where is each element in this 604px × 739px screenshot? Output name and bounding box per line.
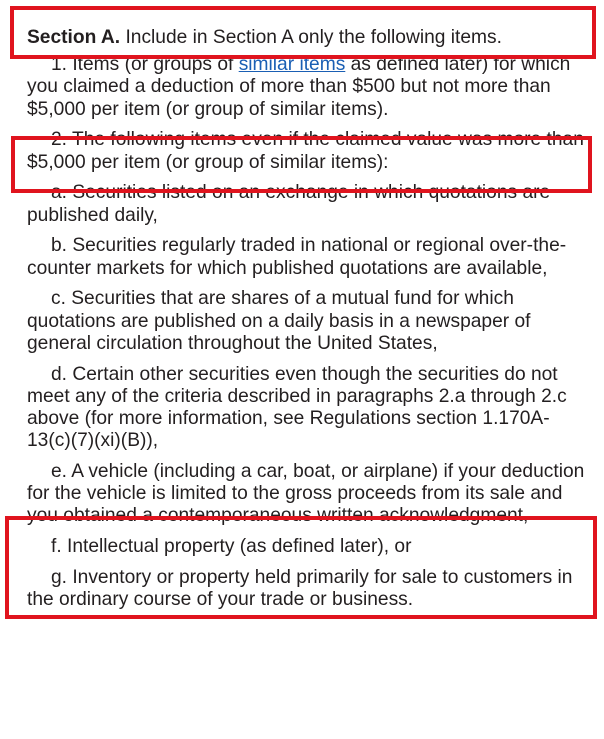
item-e-paragraph: e. A vehicle (including a car, boat, or airplane) if your deduction for the vehicle is limited to the gross proceeds from its sale and you obtained a contemporaneous written acknowledgment, — [27, 461, 585, 527]
item-1-paragraph — [27, 54, 592, 121]
item-2-paragraph: 2. The following items even if the claimed value was more than $5,000 per item (or group of similar items): — [27, 129, 584, 173]
item-d-paragraph: d. Certain other securities even though the securities do not meet any of the criteria described in paragraphs 2.a through 2.c above (for more information, see Regulations section 1.170A-13(c)(7)(xi)(B)), — [27, 363, 567, 452]
item-c-paragraph: c. Securities that are shares of a mutual fund for which quotations are published on a daily basis in a newspaper of general circulation throughout the United States, — [27, 288, 531, 354]
similar-items-link[interactable]: similar items — [238, 54, 346, 76]
item-1-text-start: 1. Items (or groups of — [51, 54, 239, 76]
document-body — [27, 27, 592, 620]
item-g-paragraph: g. Inventory or property held primarily for sale to customers in the ordinary course of your trade or business. — [27, 567, 573, 611]
item-1-text-end: as defined later) for which you claimed a deduction of more than $500 but not more than $5,000 per item (or group of similar items). — [27, 54, 571, 120]
section-a-heading — [27, 27, 592, 49]
section-a-label: Section A. — [27, 27, 121, 48]
item-b-paragraph: b. Securities regularly traded in national or regional over-the-counter markets for which published quotations are available, — [27, 235, 567, 279]
item-a-paragraph: a. Securities listed on an exchange in which quotations are published daily, — [27, 182, 551, 226]
item-f-paragraph: f. Intellectual property (as defined later), or — [51, 536, 412, 558]
section-a-intro: Include in Section A only the following items. — [120, 27, 502, 48]
